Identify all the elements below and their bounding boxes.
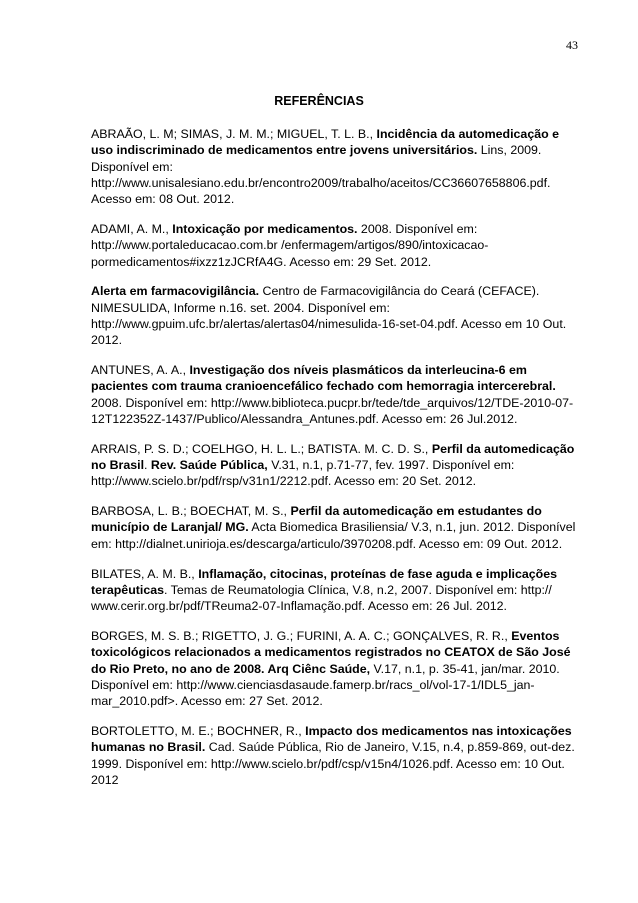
reference-details: Lins, 2009. Disponível em: http://www.unisalesiano.edu.br/encontro2009/trabalho/aceitos/CC36607658806.pdf. Acesso em: 08 Out. 2012.	[91, 143, 551, 207]
reference-journal: Rev. Saúde Pública,	[150, 458, 268, 473]
reference-entry	[91, 283, 581, 348]
reference-authors: BILATES, A. M. B.,	[91, 566, 199, 581]
reference-authors: BORTOLETTO, M. E.; BOCHNER, R.,	[91, 723, 306, 738]
page-title: REFERÊNCIAS	[274, 94, 364, 108]
reference-authors: BORGES, M. S. B.; RIGETTO, J. G.; FURINI, A. A. C.; GONÇALVES, R. R.,	[91, 628, 512, 643]
reference-title: Perfil da automedicação no Brasil	[91, 441, 575, 473]
page-number: 43	[566, 38, 578, 52]
reference-entry	[91, 221, 581, 270]
reference-title: Impacto dos medicamentos nas intoxicações humanas no Brasil.	[91, 723, 572, 755]
reference-list	[91, 126, 581, 802]
reference-title: Alerta em farmacovigilância.	[91, 284, 260, 299]
reference-separator: .	[144, 458, 151, 473]
reference-authors: ANTUNES, A. A.,	[91, 363, 190, 378]
reference-title: Perfil da automedicação em estudantes do município de Laranjal/ MG.	[91, 504, 542, 535]
reference-entry	[91, 362, 581, 427]
reference-details: 2008. Disponível em: http://www.biblioteca.pucpr.br/tede/tde_arquivos/12/TDE-2010-07-12T122352Z-1437/Publico/Alessandra_Antunes.pdf. Acesso em: 26 Jul.2012.	[91, 395, 574, 426]
reference-title: Inflamação, citocinas, proteínas de fase aguda e implicações terapêuticas	[91, 566, 557, 597]
reference-details: V.17, n.1, p. 35-41, jan/mar. 2010. Disponível em: http://www.cienciasdasaude.famerp.br/racs_ol/vol-17-1/IDL5_jan-mar_2010.pdf>. Acesso em: 27 Set. 2012.	[91, 661, 560, 709]
reference-entry	[91, 503, 581, 552]
reference-title: Eventos toxicológicos relacionados a medicamentos registrados no CEATOX de São José do Rio Preto, no ano de 2008. Arq Ciênc Saúde,	[91, 628, 571, 676]
reference-title: Incidência da automedicação e uso indiscriminado de medicamentos entre jovens universitários.	[91, 127, 559, 158]
reference-entry	[91, 126, 581, 207]
reference-title: Investigação dos níveis plasmáticos da interleucina-6 em pacientes com trauma cranioencefálico fechado com hemorragia intercerebral.	[91, 363, 556, 394]
reference-authors: ABRAÃO, L. M; SIMAS, J. M. M.; MIGUEL, T. L. B.,	[91, 127, 377, 141]
reference-entry	[91, 441, 581, 490]
reference-authors: ADAMI, A. M.,	[91, 221, 173, 236]
reference-details: 2008. Disponível em: http://www.portaleducacao.com.br /enfermagem/artigos/890/intoxicacao-pormedicamentos#ixzz1zJCRfA4G. Acesso em: 29 Set. 2012.	[91, 221, 489, 269]
reference-entry	[91, 566, 581, 615]
reference-details: Centro de Farmacovigilância do Ceará (CEFACE). NIMESULIDA, Informe n.16. set. 2004. Disponível em: http://www.gpuim.ufc.br/alertas/alertas04/nimesulida-16-set-04.pdf. Acesso em 10 Out. 2012.	[91, 284, 567, 348]
reference-authors: BARBOSA, L. B.; BOECHAT, M. S.,	[91, 504, 291, 519]
reference-entry	[91, 723, 581, 788]
reference-title: Intoxicação por medicamentos.	[172, 221, 358, 236]
reference-entry	[91, 628, 581, 709]
reference-details: V.31, n.1, p.71-77, fev. 1997. Disponível em: http://www.scielo.br/pdf/rsp/v31n1/2212.pdf. Acesso em: 20 Set. 2012.	[91, 458, 515, 489]
reference-details: Cad. Saúde Pública, Rio de Janeiro, V.15, n.4, p.859-869, out-dez. 1999. Disponível em: http://www.scielo.br/pdf/csp/v15n4/1026.pdf. Acesso em: 10 Out. 2012	[91, 740, 575, 787]
reference-details: . Temas de Reumatologia Clínica, V.8, n.2, 2007. Disponível em: http:// www.cerir.org.br/pdf/TReuma2-07-Inflamação.pdf. Acesso em: 26 Jul. 2012.	[91, 582, 552, 614]
reference-details: Acta Biomedica Brasiliensia/ V.3, n.1, jun. 2012. Disponível em: http://dialnet.unirioja.es/descarga/articulo/3970208.pdf. Acesso em: 09 Out. 2012.	[91, 520, 576, 551]
reference-authors: ARRAIS, P. S. D.; COELHGO, H. L. L.; BATISTA. M. C. D. S.,	[91, 441, 432, 456]
